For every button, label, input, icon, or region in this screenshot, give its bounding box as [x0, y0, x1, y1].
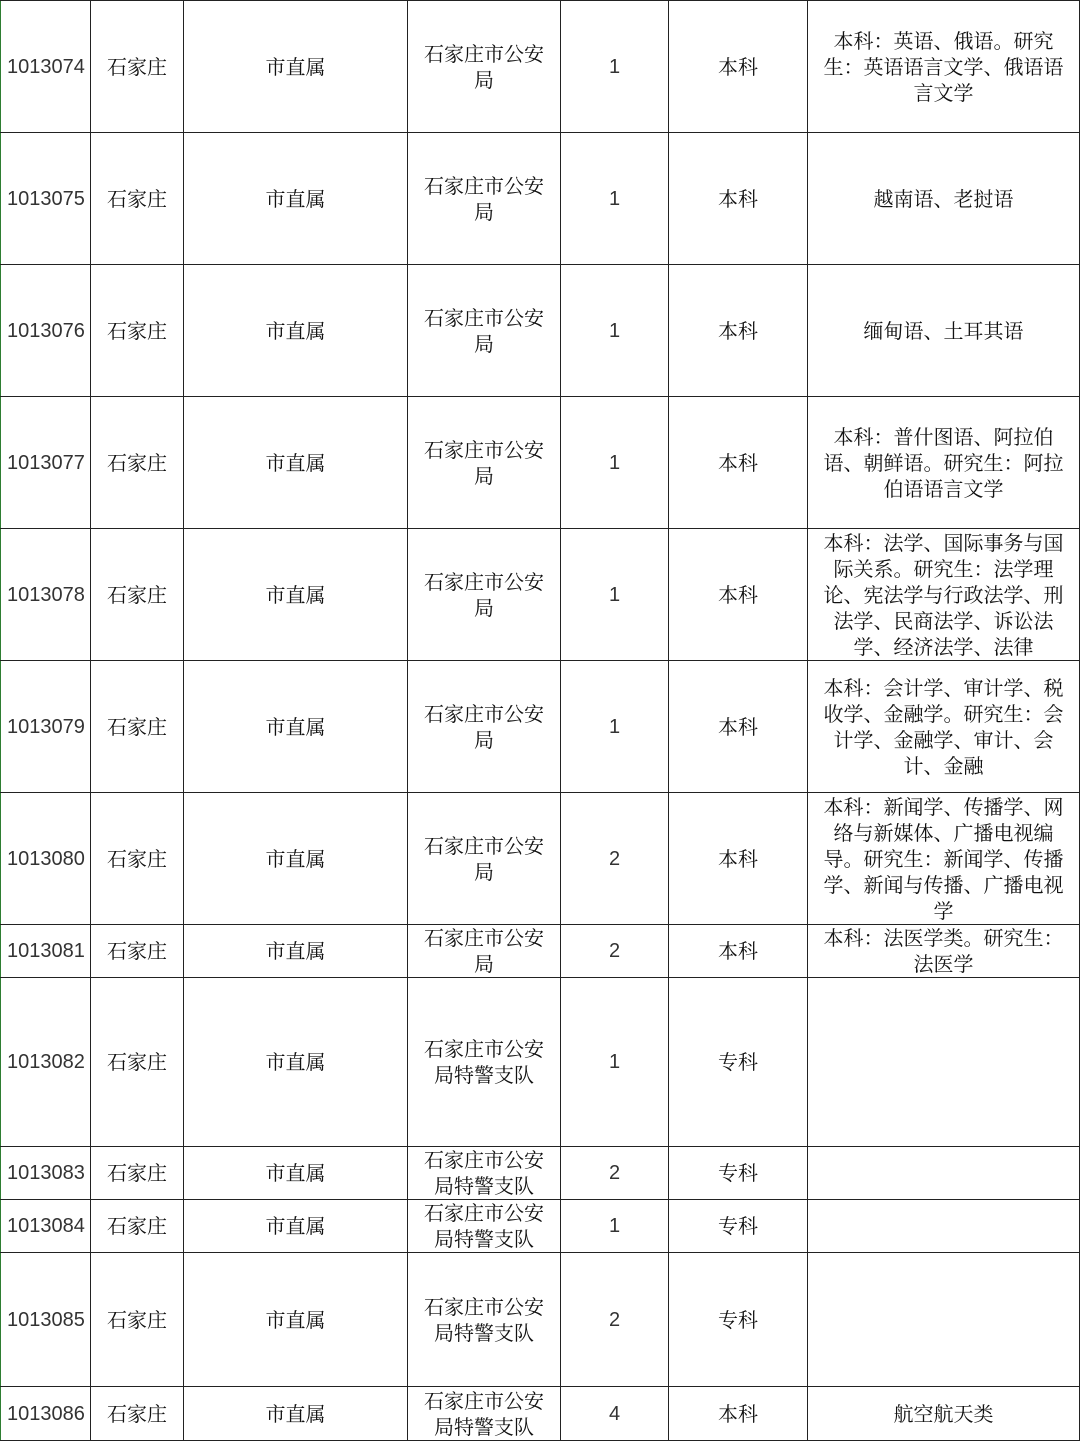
level-cell: 市直属	[184, 1253, 408, 1387]
unit-cell: 石家庄市公安局特警支队	[408, 978, 561, 1147]
table-row	[1, 397, 1080, 529]
unit-cell: 石家庄市公安局	[408, 793, 561, 925]
table-row	[1, 1, 1080, 133]
education-cell: 专科	[669, 1147, 808, 1200]
city-cell: 石家庄	[91, 978, 184, 1147]
education-cell: 本科	[669, 397, 808, 529]
city-cell: 石家庄	[91, 265, 184, 397]
education-cell: 本科	[669, 133, 808, 265]
major-cell	[808, 1147, 1080, 1200]
position-code: 1013074	[1, 1, 91, 133]
major-cell: 本科：会计学、审计学、税收学、金融学。研究生：会计学、金融学、审计、会计、金融	[808, 661, 1080, 793]
position-code: 1013084	[1, 1200, 91, 1253]
education-cell: 本科	[669, 529, 808, 661]
table-row	[1, 661, 1080, 793]
unit-cell: 石家庄市公安局特警支队	[408, 1387, 561, 1441]
major-cell: 本科：英语、俄语。研究生：英语语言文学、俄语语言文学	[808, 1, 1080, 133]
major-cell: 本科：法学、国际事务与国际关系。研究生：法学理论、宪法学与行政法学、刑法学、民商法学、诉讼法学、经济法学、法律	[808, 529, 1080, 661]
position-code: 1013081	[1, 925, 91, 978]
hiring-count: 2	[561, 793, 669, 925]
unit-cell: 石家庄市公安局	[408, 661, 561, 793]
table-row	[1, 793, 1080, 925]
unit-cell: 石家庄市公安局	[408, 1, 561, 133]
table-row	[1, 1253, 1080, 1387]
city-cell: 石家庄	[91, 529, 184, 661]
hiring-count: 2	[561, 1147, 669, 1200]
level-cell: 市直属	[184, 793, 408, 925]
position-code: 1013075	[1, 133, 91, 265]
hiring-count: 1	[561, 1200, 669, 1253]
major-cell	[808, 978, 1080, 1147]
major-cell: 越南语、老挝语	[808, 133, 1080, 265]
position-code: 1013085	[1, 1253, 91, 1387]
major-cell: 本科：普什图语、阿拉伯语、朝鲜语。研究生：阿拉伯语语言文学	[808, 397, 1080, 529]
level-cell: 市直属	[184, 397, 408, 529]
unit-cell: 石家庄市公安局特警支队	[408, 1253, 561, 1387]
city-cell: 石家庄	[91, 133, 184, 265]
position-code: 1013086	[1, 1387, 91, 1441]
unit-cell: 石家庄市公安局特警支队	[408, 1147, 561, 1200]
major-cell	[808, 1200, 1080, 1253]
major-cell	[808, 1253, 1080, 1387]
hiring-count: 1	[561, 397, 669, 529]
education-cell: 专科	[669, 1253, 808, 1387]
education-cell: 本科	[669, 1, 808, 133]
education-cell: 本科	[669, 793, 808, 925]
level-cell: 市直属	[184, 529, 408, 661]
hiring-count: 4	[561, 1387, 669, 1441]
unit-cell: 石家庄市公安局特警支队	[408, 1200, 561, 1253]
level-cell: 市直属	[184, 1, 408, 133]
level-cell: 市直属	[184, 661, 408, 793]
major-cell: 航空航天类	[808, 1387, 1080, 1441]
education-cell: 本科	[669, 925, 808, 978]
city-cell: 石家庄	[91, 1253, 184, 1387]
table-row	[1, 133, 1080, 265]
hiring-count: 1	[561, 133, 669, 265]
hiring-count: 1	[561, 661, 669, 793]
hiring-count: 1	[561, 978, 669, 1147]
major-cell: 缅甸语、土耳其语	[808, 265, 1080, 397]
hiring-count: 2	[561, 1253, 669, 1387]
hiring-count: 1	[561, 1, 669, 133]
level-cell: 市直属	[184, 133, 408, 265]
unit-cell: 石家庄市公安局	[408, 529, 561, 661]
unit-cell: 石家庄市公安局	[408, 133, 561, 265]
unit-cell: 石家庄市公安局	[408, 265, 561, 397]
unit-cell: 石家庄市公安局	[408, 397, 561, 529]
position-code: 1013079	[1, 661, 91, 793]
major-cell: 本科：新闻学、传播学、网络与新媒体、广播电视编导。研究生：新闻学、传播学、新闻与传播、广播电视学	[808, 793, 1080, 925]
education-cell: 本科	[669, 1387, 808, 1441]
hiring-count: 1	[561, 529, 669, 661]
city-cell: 石家庄	[91, 1200, 184, 1253]
education-cell: 专科	[669, 1200, 808, 1253]
level-cell: 市直属	[184, 925, 408, 978]
education-cell: 本科	[669, 265, 808, 397]
table-row	[1, 1387, 1080, 1441]
position-code: 1013083	[1, 1147, 91, 1200]
table-row	[1, 1147, 1080, 1200]
level-cell: 市直属	[184, 265, 408, 397]
city-cell: 石家庄	[91, 793, 184, 925]
city-cell: 石家庄	[91, 925, 184, 978]
unit-cell: 石家庄市公安局	[408, 925, 561, 978]
table-row	[1, 265, 1080, 397]
level-cell: 市直属	[184, 1147, 408, 1200]
major-cell: 本科：法医学类。研究生：法医学	[808, 925, 1080, 978]
position-code: 1013080	[1, 793, 91, 925]
hiring-count: 2	[561, 925, 669, 978]
education-cell: 专科	[669, 978, 808, 1147]
table-row	[1, 529, 1080, 661]
city-cell: 石家庄	[91, 1, 184, 133]
education-cell: 本科	[669, 661, 808, 793]
table-row	[1, 925, 1080, 978]
position-code: 1013076	[1, 265, 91, 397]
city-cell: 石家庄	[91, 661, 184, 793]
hiring-count: 1	[561, 265, 669, 397]
level-cell: 市直属	[184, 978, 408, 1147]
level-cell: 市直属	[184, 1387, 408, 1441]
position-code: 1013077	[1, 397, 91, 529]
table-row	[1, 1200, 1080, 1253]
position-code: 1013082	[1, 978, 91, 1147]
city-cell: 石家庄	[91, 1147, 184, 1200]
city-cell: 石家庄	[91, 397, 184, 529]
position-code: 1013078	[1, 529, 91, 661]
table-row	[1, 978, 1080, 1147]
level-cell: 市直属	[184, 1200, 408, 1253]
city-cell: 石家庄	[91, 1387, 184, 1441]
